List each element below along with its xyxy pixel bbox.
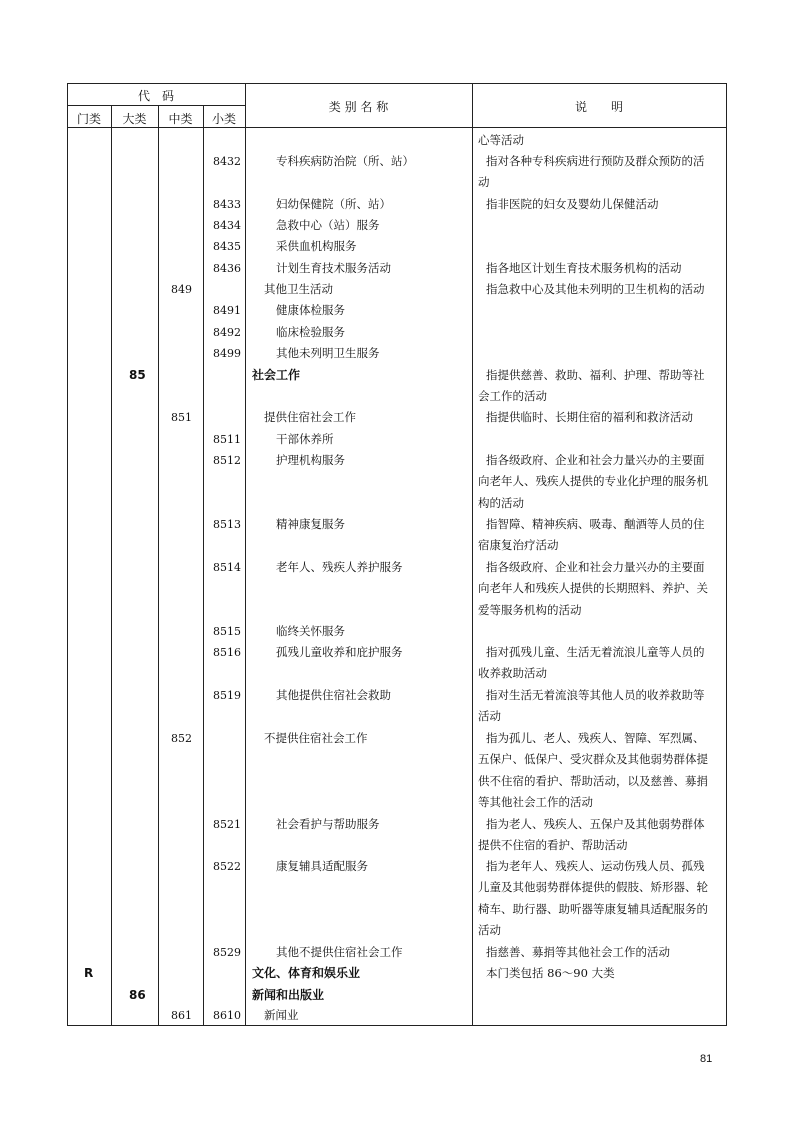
row-12-xiao: 8511 xyxy=(213,433,241,446)
row-22-xiao: 8529 xyxy=(213,946,241,959)
row-7-xiao: 8491 xyxy=(213,304,241,317)
row-15-desc: 指各级政府、企业和社会力量兴办的主要面 向老年人和残疾人提供的长期照料、养护、关 爱等服务机构的活动 xyxy=(478,560,708,617)
row-21-name: 康复辅具适配服务 xyxy=(276,859,368,873)
row-15-xiao: 8514 xyxy=(213,561,241,574)
row-13-xiao: 8512 xyxy=(213,454,241,467)
row-18-name: 其他提供住宿社会救助 xyxy=(276,688,391,702)
row-13-desc: 指各级政府、企业和社会力量兴办的主要面 向老年人、残疾人提供的专业化护理的服务机 构的活动 xyxy=(478,453,708,510)
row-16-xiao: 8515 xyxy=(213,625,241,638)
row-14-name: 精神康复服务 xyxy=(276,517,345,531)
page-number: 81 xyxy=(700,1053,713,1065)
row-25-zhong: 861 xyxy=(171,1009,192,1022)
row-24-name: 新闻和出版业 xyxy=(252,988,325,1002)
row-23-name: 文化、体育和娱乐业 xyxy=(252,966,361,980)
row-21-xiao: 8522 xyxy=(213,860,241,873)
row-2-xiao: 8433 xyxy=(213,198,241,211)
row-1-desc: 指对各种专科疾病进行预防及群众预防的活 动 xyxy=(478,154,705,190)
row-8-name: 临床检验服务 xyxy=(276,325,345,339)
row-5-name: 计划生育技术服务活动 xyxy=(276,261,391,275)
row-22-name: 其他不提供住宿社会工作 xyxy=(276,945,403,959)
row-23-men: R xyxy=(84,966,94,980)
row-13-name: 护理机构服务 xyxy=(276,453,345,467)
row-3-name: 急救中心（站）服务 xyxy=(276,218,380,232)
row-11-desc: 指提供临时、长期住宿的福利和救济活动 xyxy=(486,410,693,424)
divider xyxy=(203,105,204,1025)
row-17-desc: 指对孤残儿童、生活无着流浪儿童等人员的 收养救助活动 xyxy=(478,645,705,681)
row-9-name: 其他未列明卫生服务 xyxy=(276,346,380,360)
row-20-name: 社会看护与帮助服务 xyxy=(276,817,380,831)
row-9-xiao: 8499 xyxy=(213,347,241,360)
divider xyxy=(472,83,473,1025)
row-19-desc: 指为孤儿、老人、残疾人、智障、军烈属、 五保户、低保户、受灾群众及其他弱势群体提 供不住宿的看护、帮助活动，以及慈善、募捐 等其他社会工作的活动 xyxy=(478,731,708,809)
header-name: 类 别 名 称 xyxy=(328,100,389,114)
row-16-name: 临终关怀服务 xyxy=(276,624,345,638)
row-2-desc: 指非医院的妇女及婴幼儿保健活动 xyxy=(486,197,659,211)
row-23-desc: 本门类包括 86～90 大类 xyxy=(486,966,615,980)
row-18-desc: 指对生活无着流浪等其他人员的收养救助等 活动 xyxy=(478,688,705,724)
row-1-xiao: 8432 xyxy=(213,155,241,168)
row-19-zhong: 852 xyxy=(171,732,192,745)
divider xyxy=(111,105,112,1025)
row-2-name: 妇幼保健院（所、站） xyxy=(276,197,391,211)
header-desc: 说 明 xyxy=(574,100,623,114)
row-18-xiao: 8519 xyxy=(213,689,241,702)
row-4-xiao: 8435 xyxy=(213,240,241,253)
row-10-desc: 指提供慈善、救助、福利、护理、帮助等社 会工作的活动 xyxy=(478,368,705,404)
divider xyxy=(158,105,159,1025)
header-men: 门类 xyxy=(76,112,101,126)
row-1-name: 专科疾病防治院（所、站） xyxy=(276,154,414,168)
classification-table xyxy=(67,83,727,1026)
header-xiao: 小类 xyxy=(211,112,236,126)
row-3-xiao: 8434 xyxy=(213,219,241,232)
row-8-xiao: 8492 xyxy=(213,326,241,339)
row-14-desc: 指智障、精神疾病、吸毒、酗酒等人员的住 宿康复治疗活动 xyxy=(478,517,705,553)
header-da: 大类 xyxy=(122,112,147,126)
row-5-xiao: 8436 xyxy=(213,262,241,275)
row-10-da: 85 xyxy=(129,368,146,382)
row-10-name: 社会工作 xyxy=(252,368,301,382)
divider xyxy=(67,127,726,128)
row-21-desc: 指为老年人、残疾人、运动伤残人员、孤残 儿童及其他弱势群体提供的假肢、矫形器、轮 椅车、助行器、助听器等康复辅具适配服务的 活动 xyxy=(478,859,708,937)
row-11-name: 提供住宿社会工作 xyxy=(264,410,356,424)
row-15-name: 老年人、残疾人养护服务 xyxy=(276,560,403,574)
row-4-name: 采供血机构服务 xyxy=(276,239,357,253)
row-6-desc: 指急救中心及其他未列明的卫生机构的活动 xyxy=(486,282,705,296)
row-20-xiao: 8521 xyxy=(213,818,241,831)
header-code-group: 代 码 xyxy=(137,89,174,103)
row-22-desc: 指慈善、募捐等其他社会工作的活动 xyxy=(486,945,670,959)
row-25-xiao: 8610 xyxy=(213,1009,241,1022)
row-7-name: 健康体检服务 xyxy=(276,303,345,317)
row-6-name: 其他卫生活动 xyxy=(264,282,333,296)
row-17-xiao: 8516 xyxy=(213,646,241,659)
row-24-da: 86 xyxy=(129,988,146,1002)
row-12-name: 干部休养所 xyxy=(276,432,334,446)
header-zhong: 中类 xyxy=(168,112,193,126)
row-19-name: 不提供住宿社会工作 xyxy=(264,731,368,745)
divider xyxy=(67,105,245,106)
row-6-zhong: 849 xyxy=(171,283,192,296)
row-5-desc: 指各地区计划生育技术服务机构的活动 xyxy=(486,261,682,275)
row-11-zhong: 851 xyxy=(171,411,192,424)
divider xyxy=(245,83,246,1025)
row-17-name: 孤残儿童收养和庇护服务 xyxy=(276,645,403,659)
row-20-desc: 指为老人、残疾人、五保户及其他弱势群体 提供不住宿的看护、帮助活动 xyxy=(478,817,705,853)
row-14-xiao: 8513 xyxy=(213,518,241,531)
row-25-name: 新闻业 xyxy=(264,1008,299,1022)
row-0-desc: 心等活动 xyxy=(478,133,524,147)
